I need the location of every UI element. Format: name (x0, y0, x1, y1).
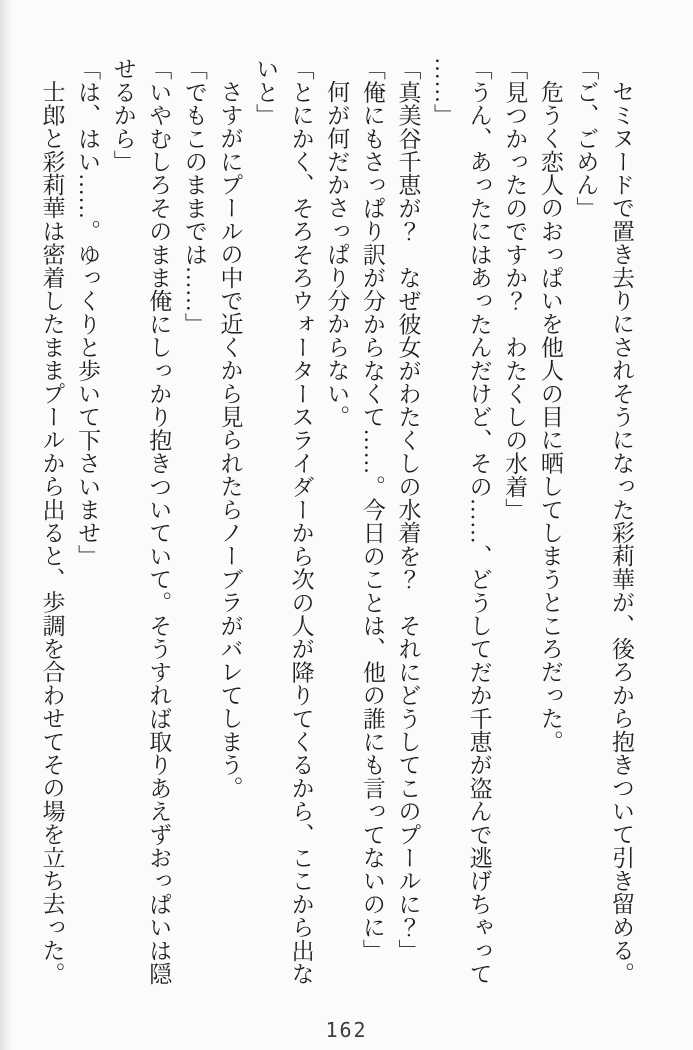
text-line: 「は、はい……。ゆっくりと歩いて下さいませ」 (75, 57, 101, 568)
text-line: 「ご、ごめん」 (573, 57, 599, 220)
text-area (34, 57, 639, 995)
text-line: 「俺にもさっぱり訳が分からなくて……。今日のことは、他の誰にも言ってないのに」 (359, 57, 385, 962)
text-line: 「真美谷千恵が？ なぜ彼女がわたくしの水着を？ それにどうしてこのプールに？」 (395, 57, 421, 962)
text-line: ……」 (431, 57, 457, 127)
text-line: 「うん、あったにはあったんだけど、その……、どうしてだか千恵が盗んで逃げちゃって (466, 57, 492, 985)
text-line: 「とにかく、そろそろウォータースライダーから次の人が降りてくるから、ここから出な (288, 57, 314, 985)
page-number: 162 (325, 1018, 368, 1042)
text-line: さすがにプールの中で近くから見られたらノーブラがバレてしまう。 (217, 80, 243, 800)
text-line: せるから」 (110, 57, 136, 173)
text-line: 何が何だかさっぱり分からない。 (324, 80, 350, 428)
text-line: 危うく恋人のおっぱいを他人の目に晒してしまうところだった。 (537, 80, 563, 753)
text-line: 士郎と彩莉華は密着したままプールから出ると、歩調を合わせてその場を立ち去った。 (39, 80, 65, 985)
text-line: セミヌードで置き去りにされそうになった彩莉華が、後ろから抱きついて引き留める。 (609, 80, 634, 985)
text-line: いと」 (253, 57, 279, 127)
text-line: 「でもこのままでは……」 (181, 57, 207, 336)
text-line: 「いやむしろそのまま俺にしっかり抱きついていて。そうすれば取りあえずおっぱいは隠 (146, 57, 172, 985)
text-line: 「見つかったのですか？ わたくしの水着」 (502, 57, 528, 521)
